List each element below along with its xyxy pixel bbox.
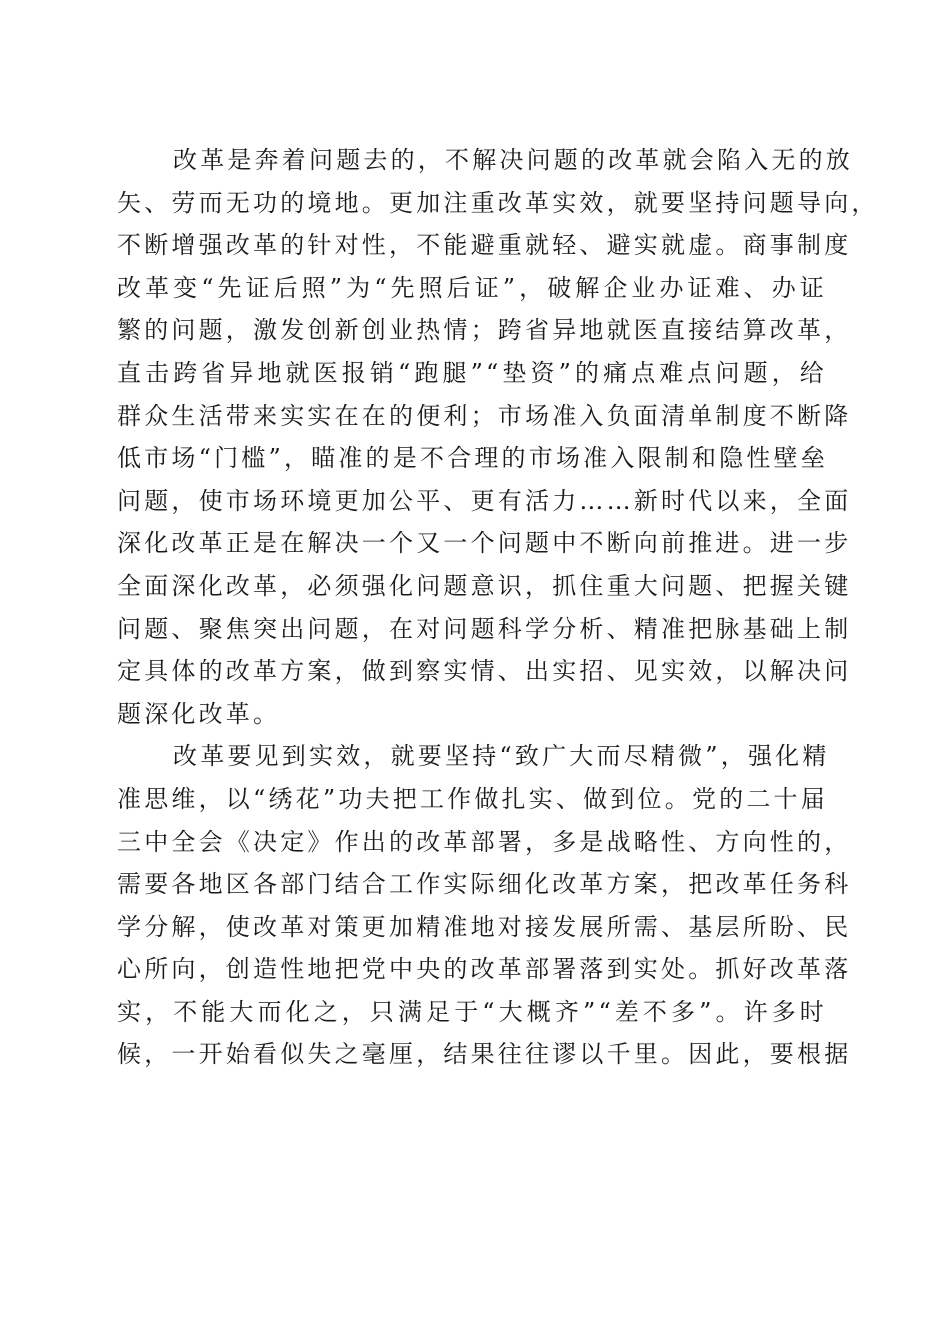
- text-line: 繁的问题，激发创新创业热情；跨省异地就医直接结算改革，: [117, 316, 852, 345]
- text-line: 直击跨省异地就医报销“跑腿”“垫资”的痛点难点问题，给: [117, 358, 827, 387]
- paragraph-1: [117, 139, 879, 735]
- text-line: 需要各地区各部门结合工作实际细化改革方案，把改革任务科: [117, 870, 852, 899]
- text-line: 不断增强改革的针对性，不能避重就轻、避实就虚。商事制度: [117, 231, 852, 260]
- text-line: 低市场“门槛”，瞄准的是不合理的市场准入限制和隐性壁垒: [117, 444, 828, 473]
- text-line: 改革要见到实效，就要坚持“致广大而尽精微”，强化精: [173, 742, 830, 771]
- text-line: 学分解，使改革对策更加精准地对接发展所需、基层所盼、民: [117, 912, 852, 941]
- text-line: 问题，使市场环境更加公平、更有活力……新时代以来，全面: [117, 486, 852, 515]
- text-line: 全面深化改革，必须强化问题意识，抓住重大问题、把握关键: [117, 571, 852, 600]
- text-line: 改革变“先证后照”为“先照后证”，破解企业办证难、办证: [117, 273, 827, 302]
- text-line: 心所向，创造性地把党中央的改革部署落到实处。抓好改革落: [117, 955, 852, 984]
- text-line: 题深化改革。: [117, 699, 281, 728]
- text-line: 群众生活带来实实在在的便利；市场准入负面清单制度不断降: [117, 401, 852, 430]
- text-line: 实，不能大而化之，只满足于“大概齐”“差不多”。许多时: [117, 997, 827, 1026]
- text-line: 改革是奔着问题去的，不解决问题的改革就会陷入无的放: [173, 146, 853, 174]
- text-line: 定具体的改革方案，做到察实情、出实招、见实效，以解决问: [117, 657, 852, 686]
- text-line: 深化改革正是在解决一个又一个问题中不断向前推进。进一步: [117, 529, 852, 558]
- text-line: 候，一开始看似失之毫厘，结果往往谬以千里。因此，要根据: [117, 1040, 852, 1069]
- paragraph-2: [117, 735, 852, 1076]
- text-line: 问题、聚焦突出问题，在对问题科学分析、精准把脉基础上制: [117, 614, 852, 643]
- body-text: [117, 139, 879, 1076]
- text-line: 三中全会《决定》作出的改革部署，多是战略性、方向性的，: [117, 827, 852, 856]
- text-line: 矢、劳而无功的境地。更加注重改革实效，就要坚持问题导向，: [117, 188, 879, 217]
- text-line: 准思维，以“绣花”功夫把工作做扎实、做到位。党的二十届: [117, 784, 828, 813]
